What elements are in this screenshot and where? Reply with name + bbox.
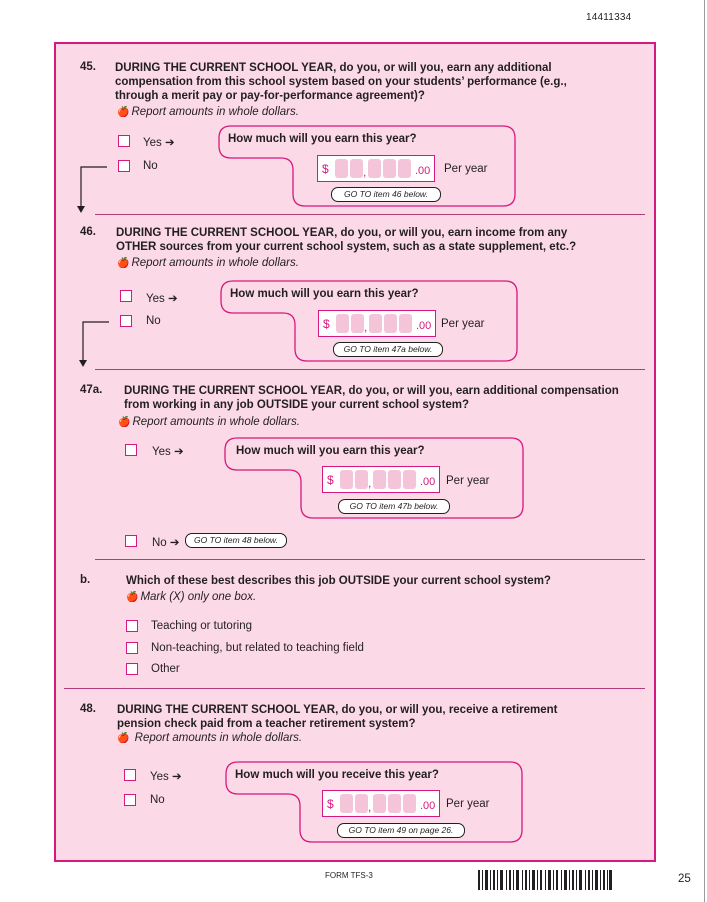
q45-per-year: Per year (444, 163, 488, 175)
form-name: FORM TFS-3 (325, 871, 373, 880)
apple-icon: 🍎 (117, 107, 130, 118)
q48-yes-checkbox[interactable] (124, 769, 136, 781)
q46-instruction: 🍎 Report amounts in whole dollars. (117, 257, 299, 269)
separator (95, 559, 645, 560)
q47b-option-checkbox[interactable] (126, 663, 138, 675)
separator (95, 369, 645, 370)
q45-no-label: No (143, 160, 158, 172)
q46-number: 46. (80, 226, 96, 238)
page-number: 25 (678, 873, 691, 885)
q45-number: 45. (80, 61, 96, 73)
digit-cell (351, 314, 364, 333)
q48-amount-input[interactable] (322, 790, 440, 817)
dollar-sign: $ (322, 162, 329, 176)
q47b-option-label: Teaching or tutoring (151, 620, 253, 632)
q45-yes-checkbox[interactable] (118, 135, 130, 147)
q48-yes-label: Yes ➔ (150, 771, 182, 783)
q48-text: DURING THE CURRENT SCHOOL YEAR, do you, or will you, receive a retirement pension check paid from a teacher retirement system? (117, 704, 558, 730)
q48-instruction: 🍎 Report amounts in whole dollars. (117, 732, 303, 744)
q47a-per-year: Per year (446, 475, 490, 487)
q47a-text: DURING THE CURRENT SCHOOL YEAR, do you, or will you, earn additional compensation from working in any job OUTSIDE your current school system? (124, 385, 619, 411)
q47b-text: Which of these best describes this job OUTSIDE your current school system? (126, 575, 551, 587)
q47b-option-label: Other (151, 663, 180, 675)
digit-cell (355, 794, 368, 813)
digit-cell (340, 470, 353, 489)
apple-icon: 🍎 (117, 258, 130, 269)
comma: , (363, 165, 367, 179)
q47a-goto-note: GO TO item 47b below. (338, 499, 450, 514)
q46-no-label: No (146, 315, 161, 327)
cents: .00 (416, 320, 432, 332)
q48-no-checkbox[interactable] (124, 794, 136, 806)
separator (95, 214, 645, 215)
digit-cell (336, 314, 349, 333)
q45-amount-input[interactable] (317, 155, 435, 182)
q46-amount-prompt: How much will you earn this year? (230, 288, 419, 300)
q45-text: DURING THE CURRENT SCHOOL YEAR, do you, or will you, earn any additional compensation from this school system based on your students’ performance (e.g., through a merit pay or pay-for-performance agreement)? (115, 62, 567, 102)
form-id: 14411334 (586, 12, 632, 23)
q47a-yes-label: Yes ➔ (152, 446, 184, 458)
barcode (478, 870, 612, 890)
digit-cell (335, 159, 348, 178)
q45-amount-prompt: How much will you earn this year? (228, 133, 417, 145)
digit-cell (355, 470, 368, 489)
q48-per-year: Per year (446, 798, 490, 810)
q47a-amount-prompt: How much will you earn this year? (236, 445, 425, 457)
digit-cell (388, 470, 401, 489)
digit-cell (350, 159, 363, 178)
apple-icon: 🍎 (126, 592, 139, 603)
comma: , (368, 800, 372, 814)
q48-number: 48. (80, 703, 96, 715)
q46-amount-input[interactable] (318, 310, 436, 337)
q47b-instruction: 🍎 Mark (X) only one box. (126, 591, 257, 603)
q48-no-label: No (150, 794, 165, 806)
q48-goto-note: GO TO item 49 on page 26. (337, 823, 465, 838)
cents: .00 (420, 476, 436, 488)
q45-instruction: 🍎 Report amounts in whole dollars. (117, 106, 299, 118)
digit-cell (369, 314, 382, 333)
q45-skip-arrow (70, 160, 120, 216)
q47a-no-label: No ➔ (152, 537, 180, 549)
digit-cell (340, 794, 353, 813)
digit-cell (383, 159, 396, 178)
digit-cell (403, 794, 416, 813)
q47b-option-label: Non-teaching, but related to teaching field (151, 642, 364, 654)
separator (64, 688, 645, 689)
q46-goto-note: GO TO item 47a below. (333, 342, 443, 357)
q47b-number: b. (80, 574, 91, 586)
digit-cell (398, 159, 411, 178)
q48-amount-prompt: How much will you receive this year? (235, 769, 439, 781)
q45-yes-label: Yes ➔ (143, 137, 175, 149)
q47a-number: 47a. (80, 384, 103, 396)
dollar-sign: $ (323, 317, 330, 331)
q47a-yes-checkbox[interactable] (125, 444, 137, 456)
page-edge (704, 0, 705, 902)
digit-cell (384, 314, 397, 333)
comma: , (368, 476, 372, 490)
q47a-no-checkbox[interactable] (125, 535, 137, 547)
q46-text: DURING THE CURRENT SCHOOL YEAR, do you, or will you, earn income from any OTHER sources from your current school system, such as a state supplement, etc.? (116, 227, 577, 253)
q47a-amount-input[interactable] (322, 466, 440, 493)
digit-cell (403, 470, 416, 489)
q46-yes-label: Yes ➔ (146, 293, 178, 305)
apple-icon: 🍎 (118, 417, 131, 428)
cents: .00 (415, 165, 431, 177)
dollar-sign: $ (327, 473, 334, 487)
q47a-instruction: 🍎 Report amounts in whole dollars. (118, 416, 300, 428)
q47b-option-checkbox[interactable] (126, 642, 138, 654)
digit-cell (399, 314, 412, 333)
q46-per-year: Per year (441, 318, 485, 330)
q47b-option-checkbox[interactable] (126, 620, 138, 632)
digit-cell (388, 794, 401, 813)
q45-goto-note: GO TO item 46 below. (331, 187, 441, 202)
q47a-no-goto-note: GO TO item 48 below. (185, 533, 287, 548)
digit-cell (373, 470, 386, 489)
digit-cell (368, 159, 381, 178)
apple-icon: 🍎 (117, 733, 130, 744)
dollar-sign: $ (327, 797, 334, 811)
digit-cell (373, 794, 386, 813)
cents: .00 (420, 800, 436, 812)
q46-skip-arrow (72, 315, 122, 370)
comma: , (364, 320, 368, 334)
q46-yes-checkbox[interactable] (120, 290, 132, 302)
